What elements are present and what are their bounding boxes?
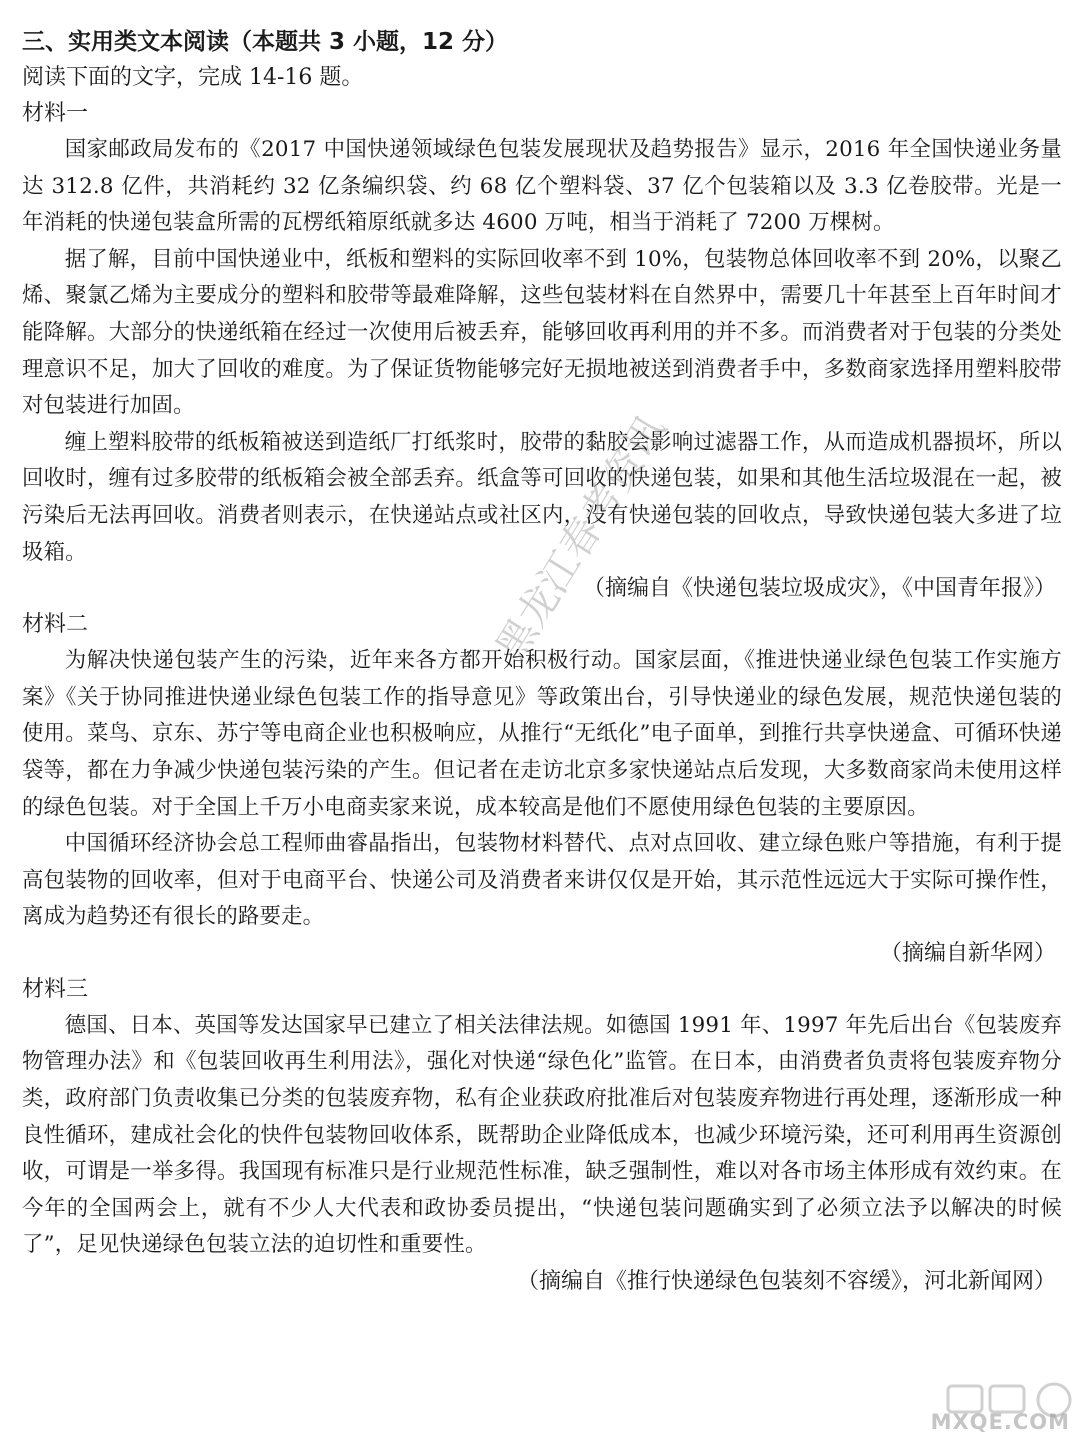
source-citation: （摘编自新华网） [879, 940, 1056, 966]
paragraph: 据了解，目前中国快递业中，纸板和塑料的实际回收率不到 10%，包装物总体回收率不到 20%，以聚乙烯、聚氯乙烯为主要成分的塑料和胶带等最难降解，这些包装材料在自然界中，需要几十年甚至上百年时间才能降解。大部分的快递纸箱在经过一次使用后被丢弃，能够回收再利用的并不多。而消费者对于包装的分类处理意识不足，加大了回收的难度。为了保证货物能够完好无损地被送到消费者手中，多数商家选择用塑料胶带对包装进行加固。 [22, 246, 1062, 419]
material-label: 材料二 [22, 612, 89, 638]
watermark: 黑龙江春考资讯 [487, 407, 676, 670]
material-label: 材料一 [22, 101, 89, 126]
paragraph: 国家邮政局发布的《2017 中国快递领域绿色包装发展现状及趋势报告》显示，2016 年全国快递业务量达 312.8 亿件，共消耗约 32 亿条编织袋、约 68 亿个塑料袋、37 亿个包装箱以及 3.3 亿卷胶带。光是一年消耗的快递包装盒所需的瓦楞纸箱原纸就多达 4600 万吨，相当于消耗了 7200 万棵树。 [22, 137, 1062, 236]
section-title: 三、实用类文本阅读（本题共 3 小题，12 分） [22, 29, 509, 55]
source-citation: （摘编自《推行快递绿色包装刻不容缓》，河北新闻网） [516, 1269, 1056, 1295]
paragraph: 德国、日本、英国等发达国家早已建立了相关法律法规。如德国 1991 年、1997 年先后出台《包装废弃物管理办法》和《包装回收再生利用法》，强化对快递“绿色化”监管。在日本，由消费者负责将包装废弃物分类，政府部门负责收集已分类的包装废弃物，私有企业获政府批准后对包装废弃物进行再处理，逐渐形成一种良性循环，建成社会化的快件包装物回收体系，既帮助企业降低成本，也减少环境污染，还可利用再生资源创收，可谓是一举多得。我国现有标准只是行业规范性标准，缺乏强制性，难以对各市场主体形成有效约束。在今年的全国两会上，就有不少人大代表和政协委员提出，“快递包装问题确实到了必须立法予以解决的时候了”，足见快递绿色包装立法的迫切性和重要性。 [22, 1012, 1062, 1258]
material-1 [22, 96, 1062, 607]
source-citation: （摘编自《快递包装垃圾成灾》，《中国青年报》） [582, 576, 1056, 602]
logo-text: MXQE.COM [930, 1410, 1070, 1434]
paragraph: 缠上塑料胶带的纸板箱被送到造纸厂打纸浆时，胶带的黏胶会影响过滤器工作，从而造成机器损坏，所以回收时，缠有过多胶带的纸板箱会被全部丢弃。纸盒等可回收的快递包装，如果和其他生活垃圾混在一起，被污染后无法再回收。消费者则表示，在快递站点或社区内，没有快递包装的回收点，导致快递包装大多进了垃圾箱。 [22, 429, 1062, 565]
instruction: 阅读下面的文字，完成 14-16 题。 [22, 65, 364, 90]
document-page [22, 24, 1062, 1300]
material-label: 材料三 [22, 976, 89, 1002]
paragraph: 中国循环经济协会总工程师曲睿晶指出，包装物材料替代、点对点回收、建立绿色账户等措施，有利于提高包装物的回收率，但对于电商平台、快递公司及消费者来讲仅仅是开始，其示范性远远大于实际可操作性，离成为趋势还有很长的路要走。 [22, 831, 1062, 930]
material-2 [22, 607, 1062, 972]
material-3 [22, 972, 1062, 1300]
paragraph: 为解决快递包装产生的污染，近年来各方都开始积极行动。国家层面，《推进快递业绿色包装工作实施方案》《关于协同推进快递业绿色包装工作的指导意见》等政策出台，引导快递业的绿色发展，规范快递包装的使用。菜鸟、京东、苏宁等电商企业也积极响应，从推行“无纸化”电子面单，到推行共享快递盒、可循环快递袋等，都在力争减少快递包装污染的产生。但记者在走访北京多家快递站点后发现，大多数商家尚未使用这样的绿色包装。对于全国上千万小电商卖家来说，成本较高是他们不愿使用绿色包装的主要原因。 [22, 648, 1062, 820]
